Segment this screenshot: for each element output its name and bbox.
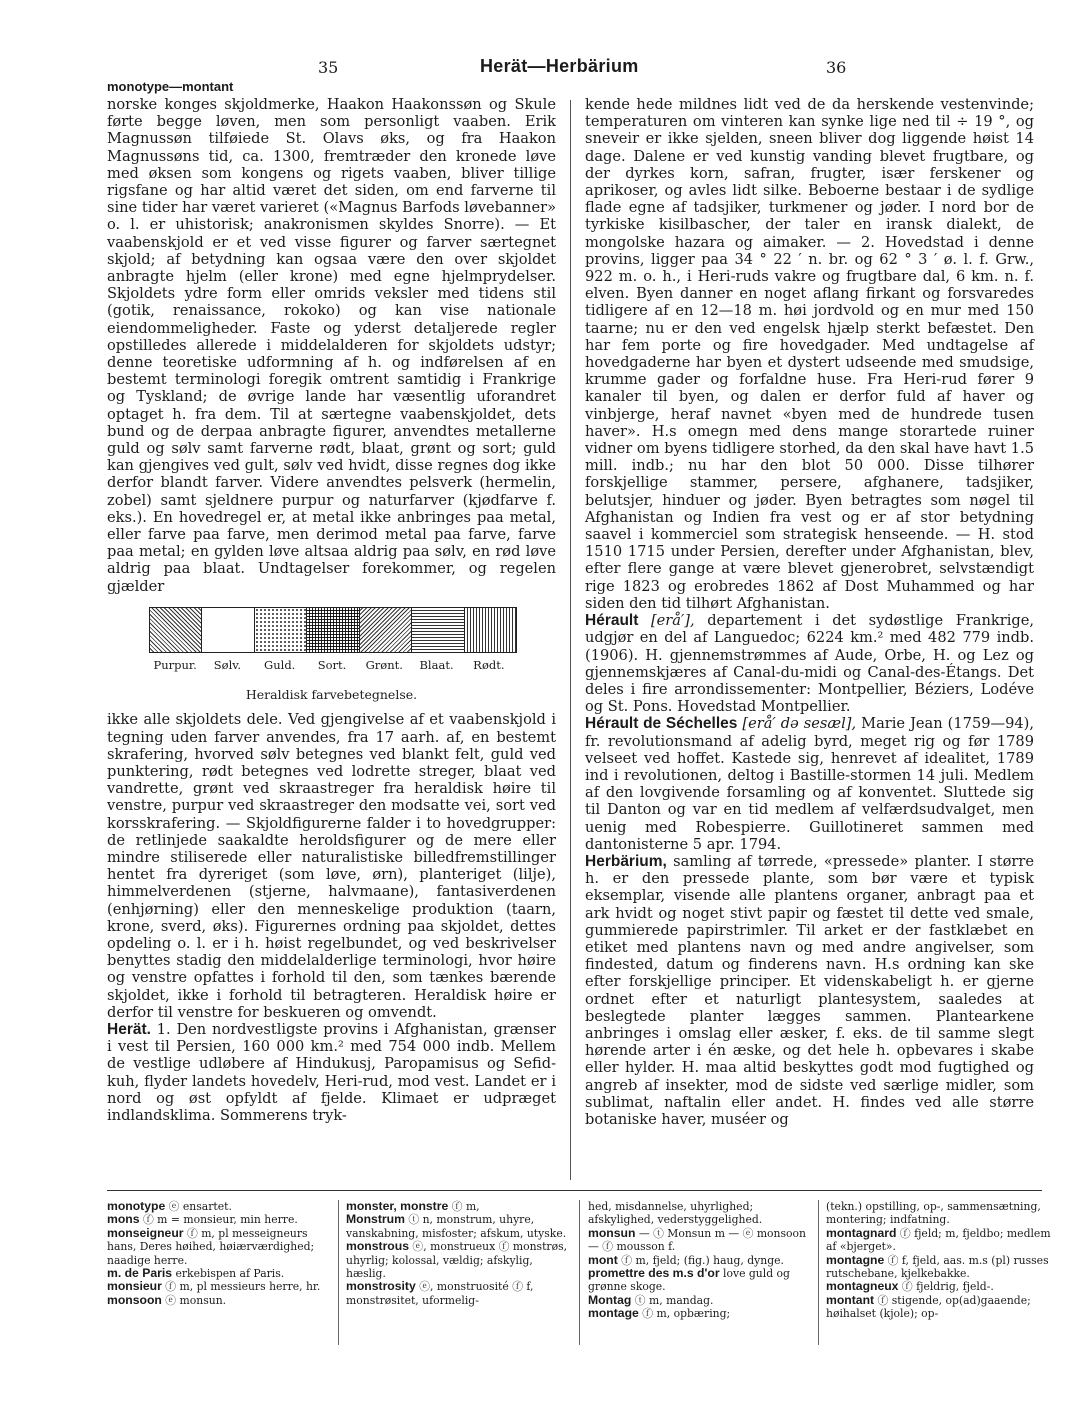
headword-herault: Hérault [585, 612, 639, 630]
glossary-entry: monstrous ⓔ, monstrueux ⓕ monstrøs, uhyrlig; kolossal, vældig; afskylig, hæslig. [346, 1239, 568, 1281]
heraldry-paragraph-2: ikke alle skjoldets dele. Ved gjengivelse af et vaabenskjold i tegning uden farver anvendes, fra 17 aarh. af, en bestemt skrafering, hvorved sølv betegnes ved blankt felt, guld ved punktering, rødt betegnes ved lodrette streger, blaat ved vandrette, grønt ved skraastreger fra heraldisk høire til venstre, purpur ved skraastreger den modsatte vei, sort ved korsskrafering. — Skjoldfigurerne falder i to hovedgrupper: de retlinjede saakaldte heroldsfigurer og de mere eller mindre stiliserede eller naturalistiske billedfremstillinger hentet fra dyreriget (som løve, ørn), planteriget (lilje), himmelverdenen (stjerne, halvmaane), fantasiverdenen (enhjørning) eller den menneskelige produktion (taarn, krone, sverd, øks). Figurernes ordning paa skjoldet, dettes opdeling o. l. er i h. høist regelbundet, og ved beskrivelser benyttes stadig den middelalderlige terminologi, hvor høire og venstre opfattes i forhold til den, som tænkes bærende skjoldet, ikke i forhold til betragteren. Heraldisk høire er derfor til venstre for beskueren og omvendt. [107, 711, 556, 1021]
glossary-entry: montant ⓕ stigende, op(ad)gaaende; høihalset (kjole); op- [826, 1292, 1031, 1321]
glossary-entry: mons ⓕ m = monsieur, min herre. [107, 1212, 298, 1227]
herat-continuation: kende hede mildnes lidt ved de da herskende vestenvinde; temperaturen om vinteren kan synke lige ned til ÷ 19 °, og sneveir er ikke sjelden, sneen bliver dog liggende høist 14 dage. Dalene er ved kunstig vanding blevet frugtbare, og der dyrkes korn, safran, frugter, især ferskener og aprikoser, og avles lidt silke. Beboerne bestaar i de sydlige flade egne af tadsjiker, turkmener og jøder. I nord bor de tyrkiske kisilbascher, der taler en iransk dialekt, de mongolske hazara og aimaker. — 2. Hovedstad i denne provins, ligger paa 34 ° 22 ′ n. br. og 62 ° 3 ′ ø. l. f. Grw., 922 m. o. h., i Heri-ruds vakre og frugtbare dal, 6 km. n. f. elven. Byen danner en noget aflang firkant og forsvaredes tidligere af en 12—18 m. høi jordvold og en mur med 150 taarne; nu er den ved engelsk hjælp sterkt befæstet. Den har fem porte og fire hovedgader. Med undtagelse af hovedgaderne har byen et dystert udseende med smudsige, krumme gader og forfaldne huse. Fra Heri-rud fører 9 kanaler til byen, og dalen er derfor fuld af haver og vinbjerge, heraf navnet «byen med de hundrede tusen haver». H.s omegn med dens mange storartede ruiner vidner om byens tidligere storhed, da den skal have havt 1.5 mill. indb.; nu har den blot 50 000. Disse tilhører forskjellige stammer, persere, afghanere, tadsjiker, belutsjer, hinduer og jøder. Byen betragtes som nøgel til Afghanistan og Indien fra vest og er af stor betydning saavel i kommerciel som strategisk henseende. — H. stod 1510 1715 under Persien, derefter under Afghanistan, blev, efter flere gange at være blevet gjenerobret, selvstændigt rige 1823 og erobredes 1862 af Dost Muhammed og har siden den tid tilhørt Afghanistan. [585, 96, 1034, 612]
running-title: Herät—Herbärium [480, 56, 639, 76]
glossary-entry: monsoon ⓔ monsun. [107, 1292, 227, 1307]
label-gront: Grønt. [365, 657, 403, 672]
right-column [585, 96, 1034, 1128]
label-blaat: Blaat. [419, 657, 454, 672]
page-number-left: 35 [318, 58, 339, 77]
label-sort: Sort. [317, 657, 347, 672]
footer-divider-2 [579, 1200, 580, 1345]
footer-rule [107, 1190, 1042, 1191]
bar-rodt [465, 608, 516, 652]
glossary-entry: promettre des m.s d'or love guld og grønne skoge. [588, 1266, 790, 1294]
entry-herault-de-sechelles [585, 715, 1034, 853]
footer-divider-3 [818, 1200, 819, 1345]
glossary-column-2 [346, 1200, 574, 1307]
entry-herbarium-text: samling af tørrede, «pressede» planter. I større h. er den pressede plante, som bør være et typisk eksemplar, visende alle plantens organer, anbragt paa et ark hvidt og noget stivt papir og fæstet til dette ved smale, gummierede papirstrimler. Til arket er der fastklæbet en etiket med plantens navn og med andre angivelser, som findested, datum og finderens navn. H.s ordning kan ske efter forskjellige principer. Et videnskabeligt h. er gjerne ordnet efter et naturligt plantesystem, saaledes at beslegtede planter lægges sammen. Plantearkene anbringes i omslag eller æsker, f. eks. de til samme slegt hørende arter i én æske, og det hele h. opbevares i skabe eller hylder. H. maa altid beskyttes godt mod fugtighed og angreb af insekter, mod de sidste ved særlige midler, som sublimat, naftalin eller andet. H. findes ved alle større botaniske haver, muséer og [585, 852, 1035, 1128]
heraldry-paragraph-1: norske konges skjoldmerke, Haakon Haakonssøn og Skule førte begge løven, men som personligt vaaben. Erik Magnussøn tilføiede St. Olavs øks, og fra Haakon Magnussøns tid, ca. 1300, fremtræder den kronede løve med øksen som kongens og rigets vaaben, bliver tillige rigsfane og har altid været det siden, om end farverne til sine tider har været varieret («Magnus Barfods løvebanner» o. l. er uhistorisk; anakronismen skyldes Snorre). — Et vaabenskjold er et ved visse figurer og farver særtegnet skjold; af betydning kan ogsaa være den over skjoldet anbragte hjelm (eller krone) med egne hjelmprydelser. Skjoldets ydre form eller omrids veksler med tidens stil (gotik, renaissance, rokoko) og kan vise nationale eiendommeligheder. Faste og yderst detaljerede regler opstilledes allerede i middelalderen for skjoldets udstyr; denne teoretiske udformning af h. og indførelsen af en bestemt terminologi foregik omtrent samtidig i Frankrige og Tyskland; de øvrige lande har væsentlig uforandret optaget h. fra dem. Til at særtegne vaabenskjoldet, dets bund og de derpaa anbragte figurer, anvendtes metallerne guld og sølv samt farverne rødt, blaat, grønt og sort; guld kan gjengives ved gult, sølv ved hvidt, disse regnes dog ikke derfor blandt farver. Videre anvendtes pelsverk (hermelin, zobel) samt sjeldnere purpur og naturfarver (kjødfarve f. eks.). En hovedregel er, at metal ikke anbringes paa metal, eller farve paa farve, men derimod metal paa farve, farve paa metal; en gylden løve altsaa aldrig paa sølv, en rød løve aldrig paa blaat. Undtagelser forekommer, og regelen gjælder [107, 96, 556, 595]
bar-solv [202, 608, 254, 652]
column-divider [570, 100, 571, 1180]
pronunciation-sechelles: [erå′ də sesæl], [742, 715, 857, 733]
label-guld: Guld. [264, 657, 296, 672]
bar-guld [255, 608, 307, 652]
entry-herbarium [585, 853, 1034, 1128]
catchword: monotype—montant [107, 79, 234, 94]
glossary-entry: montagnard ⓕ fjeld; m, fjeldbo; medlem af «bjerget». [826, 1225, 1051, 1254]
glossary-entry: m. de Paris erkebispen af Paris. [107, 1266, 285, 1281]
glossary-entry: montagneux ⓕ fjeldrig, fjeld-. [826, 1279, 994, 1294]
glossary-entry: monsun — ⓣ Monsun m — ⓔ monsoon — ⓕ mousson f. [588, 1225, 807, 1254]
hatching-bars [149, 607, 517, 653]
entry-herault [585, 612, 1034, 715]
glossary-entry: (tekn.) opstilling, op-, sammensætning, montering; indfatning. [826, 1200, 1041, 1227]
entry-herat [107, 1021, 556, 1124]
glossary-column-3 [588, 1200, 816, 1321]
glossary-entry: monsieur ⓕ m, pl messieurs herre, hr. [107, 1279, 321, 1294]
page-number-right: 36 [826, 58, 847, 77]
running-header [0, 58, 1080, 80]
glossary-column-1 [107, 1200, 335, 1307]
bar-blaat [412, 608, 464, 652]
glossary-entry: Montag ⓣ m, mandag. [588, 1292, 714, 1307]
headword-herbarium: Herbärium, [585, 852, 667, 870]
entry-sechelles-text: Marie Jean (1759—94), fr. revolutionsmand af adelig byrd, meget rig og før 1789 velseet ved hoffet. Kastede sig, henrevet af idealitet, 1789 ind i revolutionen, deltog i Bastille-stormen 14 juli. Medlem af den lovgivende forsamling og af konventet. Sluttede sig til Danton og var en tid medlem af velfærdsudvalget, men uenig med Robespierre. Guillotineret sammen med dantonisterne 5 apr. 1794. [585, 715, 1035, 853]
footer-divider-1 [338, 1200, 339, 1345]
entry-herat-text: 1. Den nordvestligste provins i Afghanistan, grænser i vest til Persien, 160 000 km.² med 754 000 indb. Mellem de vestlige udløbere af Hindukusj, Paropamisus og Sefid-kuh, flyder landets hovedelv, Heri-rud, mod vest. Landet er i nord og øst opfyldt af fjelde. Klimaet er udpræget indlandsklima. Sommerens tryk- [107, 1020, 557, 1124]
glossary-entry: montagne ⓕ f, fjeld, aas. m.s (pl) russes rutschebane, kjelkebakke. [826, 1252, 1049, 1281]
hatching-labels [149, 657, 515, 674]
glossary-entry: Monstrum ⓣ n, monstrum, uhyre, vanskabning, misfoster; afskum, utyske. [346, 1212, 567, 1240]
glossary-entry: monotype ⓔ ensartet. [107, 1199, 232, 1213]
glossary-entry: monstrosity ⓔ, monstruosité ⓕ f, monstrøsitet, uformelig- [346, 1279, 534, 1307]
glossary-column-4 [826, 1200, 1054, 1321]
label-purpur: Purpur. [153, 657, 197, 672]
glossary-entry: mont ⓕ m, fjeld; (fig.) haug, dynge. [588, 1252, 784, 1267]
bar-purpur [150, 608, 202, 652]
label-rodt: Rødt. [473, 657, 505, 672]
headword-herault-de-sechelles: Hérault de Séchelles [585, 715, 738, 733]
bar-gront [360, 608, 412, 652]
headword-herat: Herät. [107, 1020, 151, 1038]
entry-herault-text: departement i det sydøstlige Frankrige, udgjør en del af Languedoc; 6224 km.² med 482 779 indb. (1906). H. gjennemstrømmes af Aude, Orbe, H. og Lez og gjennemskjæres af Canal-du-midi og Canal-des-Étangs. Det deles i fire arrondissementer: Montpellier, Béziers, Lodéve og St. Pons. Hovedstad Montpellier. [585, 612, 1035, 716]
glossary-entry: hed, misdannelse, uhyrlighed; afskylighed, vederstyggelighed. [588, 1200, 763, 1227]
glossary-entry: monseigneur ⓕ m, pl messeigneurs hans, Deres høihed, høiærværdighed; naadige herre. [107, 1225, 315, 1267]
label-solv: Sølv. [213, 657, 242, 672]
glossary-entry: monster, monstre ⓕ m, [346, 1199, 480, 1213]
pronunciation-herault: [erå′], [650, 612, 695, 630]
bar-sort [307, 608, 359, 652]
left-column [107, 96, 556, 1124]
glossary-entry: montage ⓕ m, opbæring; [588, 1306, 731, 1321]
figure-caption: Heraldisk farvebetegnelse. [245, 687, 418, 703]
heraldic-color-figure [107, 607, 556, 703]
